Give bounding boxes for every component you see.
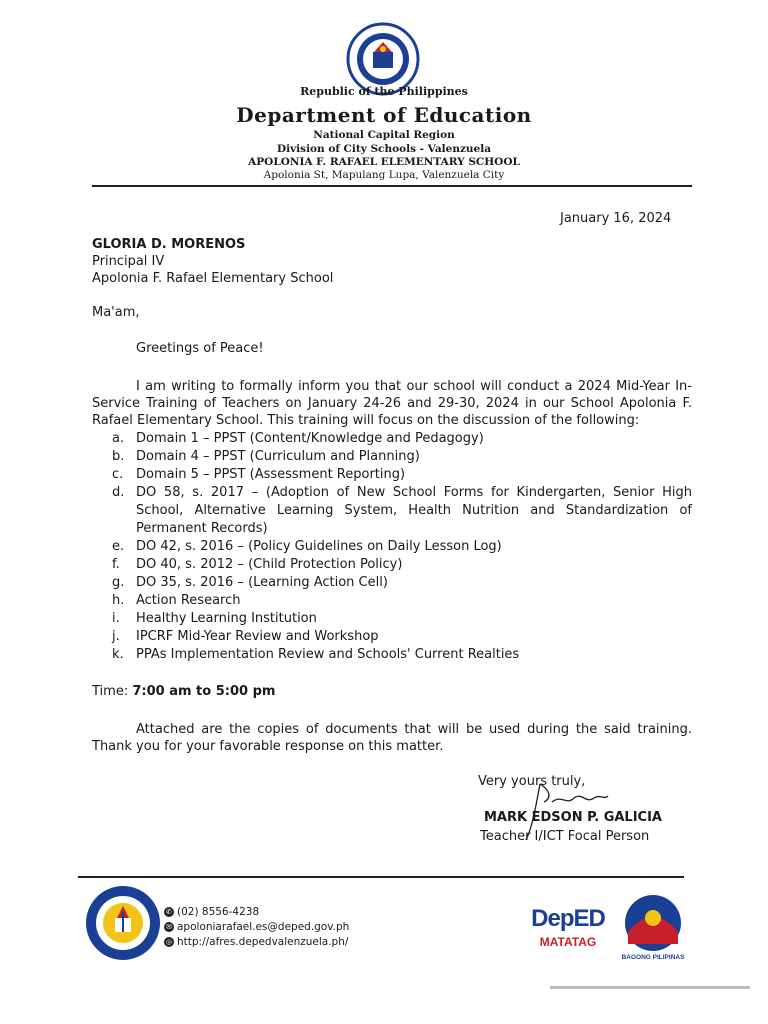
list-marker: f. <box>112 557 120 572</box>
list-item <box>112 610 692 628</box>
website-text: http://afres.depedvalenzuela.ph/ <box>177 936 349 948</box>
list-marker: h. <box>112 593 125 608</box>
department-title: Department of Education <box>236 103 532 127</box>
list-text: DO 58, s. 2017 – (Adoption of New School Forms for Kindergarten, Senior High School, Alternative Learning System, Health Nutrition and Standardization of Permanent Records) <box>136 485 692 536</box>
contact-website <box>164 936 348 948</box>
body-paragraph: I am writing to formally inform you that our school will conduct a 2024 Mid-Year In-Service Training of Teachers on January 24-26 and 29-30, 2024 in our School Apolonia F. Rafael Elementary School. This training will focus on the discussion of the following: <box>92 379 692 428</box>
list-item <box>112 646 692 664</box>
school-seal-logo <box>84 884 162 962</box>
greeting: Greetings of Peace! <box>136 341 264 356</box>
list-item <box>112 538 692 556</box>
list-text: Domain 5 – PPST (Assessment Reporting) <box>136 467 406 482</box>
deped-logo: DepED <box>531 905 605 932</box>
list-text: Domain 4 – PPST (Curriculum and Planning) <box>136 449 420 464</box>
list-item <box>112 628 692 646</box>
contact-phone <box>164 906 259 918</box>
email-icon: ✉ <box>164 922 174 932</box>
signatory-title: Teacher I/ICT Focal Person <box>480 829 650 844</box>
list-text: Healthy Learning Institution <box>136 611 317 626</box>
list-marker: a. <box>112 431 125 446</box>
list-item <box>112 430 692 448</box>
list-item <box>112 466 692 484</box>
list-marker: k. <box>112 647 124 662</box>
list-item <box>112 556 692 574</box>
list-text: Domain 1 – PPST (Content/Knowledge and Pedagogy) <box>136 431 484 446</box>
phone-text: (02) 8556-4238 <box>177 906 260 918</box>
attached-paragraph: Attached are the copies of documents that will be used during the said training. Thank you for your favorable response on this matter. <box>92 722 692 754</box>
time-value: 7:00 am to 5:00 pm <box>132 684 276 699</box>
letter-body <box>92 378 692 429</box>
region-line: National Capital Region <box>313 129 455 141</box>
list-marker: b. <box>112 449 125 464</box>
list-item <box>112 574 692 592</box>
attached-note <box>92 721 692 755</box>
list-marker: c. <box>112 467 124 482</box>
list-text: DO 40, s. 2012 – (Child Protection Policy) <box>136 557 403 572</box>
list-text: DO 42, s. 2016 – (Policy Guidelines on Daily Lesson Log) <box>136 539 502 554</box>
time-label: Time: <box>92 684 129 699</box>
header-divider <box>92 185 692 187</box>
list-marker: g. <box>112 575 125 590</box>
recipient-school: Apolonia F. Rafael Elementary School <box>92 271 334 286</box>
list-item <box>112 592 692 610</box>
recipient-position: Principal IV <box>92 254 165 269</box>
list-marker: j. <box>112 629 120 644</box>
bagong-pilipinas-logo <box>618 892 688 954</box>
page-edge-shadow <box>550 986 750 989</box>
phone-icon: ✆ <box>164 907 174 917</box>
list-text: PPAs Implementation Review and Schools' Current Realties <box>136 647 520 662</box>
school-address: Apolonia St, Mapulang Lupa, Valenzuela City <box>263 169 505 181</box>
recipient-name: GLORIA D. MORENOS <box>92 237 246 252</box>
training-topics-list <box>112 430 692 664</box>
list-item <box>112 448 692 466</box>
list-marker: e. <box>112 539 125 554</box>
list-text: Action Research <box>136 593 241 608</box>
letter-date: January 16, 2024 <box>560 211 672 226</box>
footer-divider <box>78 876 684 878</box>
school-name: APOLONIA F. RAFAEL ELEMENTARY SCHOOL <box>248 156 520 168</box>
list-text: DO 35, s. 2016 – (Learning Action Cell) <box>136 575 388 590</box>
republic-line: Republic of the Philippines <box>300 85 468 98</box>
list-marker: d. <box>112 485 125 500</box>
division-line: Division of City Schools - Valenzuela <box>276 143 492 155</box>
list-marker: i. <box>112 611 120 626</box>
list-item <box>112 484 692 538</box>
contact-email <box>164 921 349 933</box>
list-text: IPCRF Mid-Year Review and Workshop <box>136 629 379 644</box>
salutation: Ma'am, <box>92 305 140 320</box>
matatag-logo: MATATAG <box>539 935 597 949</box>
globe-icon: ◎ <box>165 938 173 946</box>
email-text: apoloniarafael.es@deped.gov.ph <box>177 921 350 933</box>
training-time <box>92 683 275 700</box>
closing-line: Very yours truly, <box>478 774 586 789</box>
bagong-pilipinas-text: BAGONG PILIPINAS <box>621 954 685 961</box>
signatory-name: MARK EDSON P. GALICIA <box>484 810 662 825</box>
